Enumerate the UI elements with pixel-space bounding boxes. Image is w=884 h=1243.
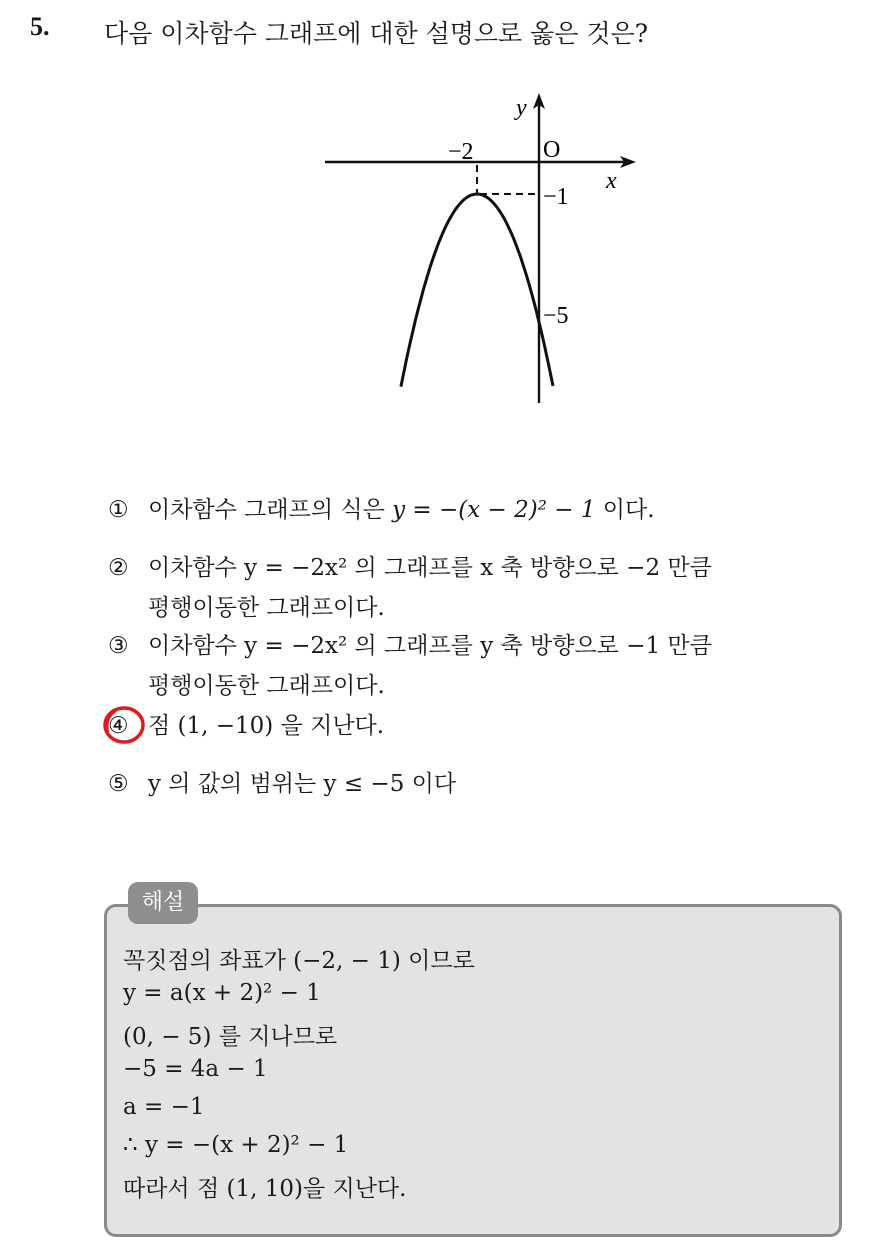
option-5[interactable]: [108, 764, 456, 804]
y-axis-label: y: [516, 95, 527, 121]
y-intercept-label: −5: [543, 303, 569, 329]
answer-circle-mark: [100, 702, 152, 748]
vertex-y-label: −1: [543, 184, 569, 210]
question-number: 5.: [30, 12, 50, 41]
option-2[interactable]: [108, 548, 712, 628]
solution-line-3: (0, − 5) 를 지나므로: [123, 1024, 338, 1050]
option-text-end: 이다.: [602, 497, 655, 523]
option-3[interactable]: [108, 626, 712, 706]
parabola-curve: [401, 194, 553, 387]
solution-line-6: ∴ y = −(x + 2)² − 1: [123, 1132, 349, 1158]
x-axis-label: x: [606, 168, 617, 194]
solution-line-5: a = −1: [123, 1094, 205, 1120]
option-text: 이차함수 y = −2x² 의 그래프를 x 축 방향으로 −2 만큼: [148, 555, 712, 581]
option-number: ③: [108, 633, 129, 659]
option-number: ①: [108, 497, 129, 523]
solution-line-2: y = a(x + 2)² − 1: [123, 980, 321, 1006]
question-text: 다음 이차함수 그래프에 대한 설명으로 옳은 것은?: [104, 19, 649, 48]
option-text: 이차함수 y = −2x² 의 그래프를 y 축 방향으로 −1 만큼: [148, 633, 712, 659]
vertex-x-label: −2: [448, 139, 474, 165]
option-1[interactable]: [108, 490, 655, 530]
option-text: 이차함수 그래프의 식은: [148, 497, 385, 523]
option-text-cont: 평행이동한 그래프이다.: [148, 595, 385, 621]
option-text-cont: 평행이동한 그래프이다.: [148, 673, 385, 699]
solution-tab: 해설: [128, 882, 198, 924]
option-math: y = −(x − 2)² − 1: [392, 497, 596, 523]
option-number: ④: [108, 713, 129, 739]
solution-line-4: −5 = 4a − 1: [123, 1056, 268, 1082]
parabola-graph: [310, 85, 650, 415]
solution-line-7: 따라서 점 (1, 10)을 지난다.: [123, 1176, 407, 1202]
option-text: 점 (1, −10) 을 지난다.: [148, 713, 385, 739]
option-text: y 의 값의 범위는 y ≤ −5 이다: [148, 771, 457, 797]
option-number: ②: [108, 555, 129, 581]
option-number: ⑤: [108, 771, 129, 797]
origin-label: O: [543, 137, 561, 163]
solution-line-1: 꼭짓점의 좌표가 (−2, − 1) 이므로: [123, 948, 475, 974]
